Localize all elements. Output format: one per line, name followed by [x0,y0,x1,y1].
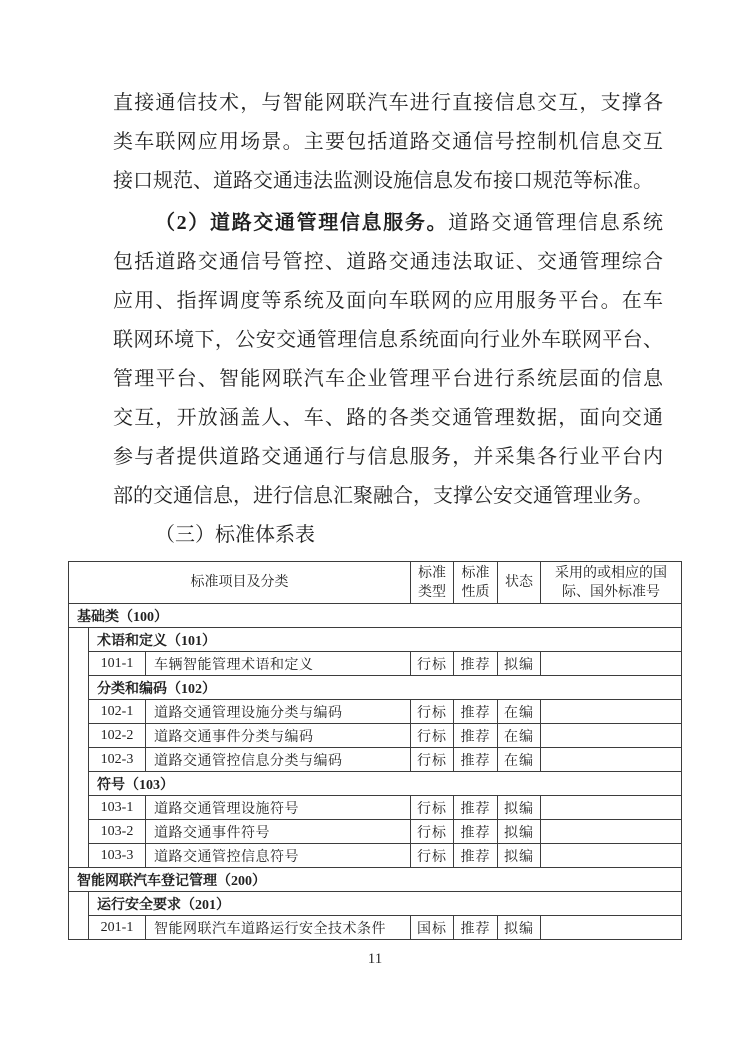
page-number: 11 [367,951,383,967]
standard-name-cell: 道路交通管理设施分类与编码 [146,700,411,724]
row-id-cell: 102-3 [89,748,146,772]
table-header-row [69,562,682,604]
standard-type-cell: 行标 [411,748,454,772]
standard-nature-cell: 推荐 [454,844,498,868]
table-section-row [69,868,682,892]
standards-table [68,561,682,940]
row-id-cell: 103-1 [89,796,146,820]
table-row [69,700,682,724]
text-line: 类车联网应用场景。主要包括道路交通信号控制机信息交互 [113,131,663,153]
status-cell: 拟编 [498,796,541,820]
status-cell: 在编 [498,748,541,772]
section-label-cell: 智能网联汽车登记管理（200） [69,868,682,892]
intl-standard-cell [541,724,682,748]
intl-standard-cell [541,916,682,940]
standards-table-body [69,604,682,940]
row-id-cell: 201-1 [89,916,146,940]
standard-name-cell: 道路交通事件分类与编码 [146,724,411,748]
column-header-status: 状态 [498,562,541,604]
standard-type-cell: 行标 [411,700,454,724]
standard-type-cell: 行标 [411,652,454,676]
standard-nature-cell: 推荐 [454,724,498,748]
table-row [69,844,682,868]
text-line: 直接通信技术，与智能网联汽车进行直接信息交互，支撑各 [113,92,663,114]
paragraph-text: 道路交通管理信息系统 [448,212,664,234]
paragraph-continuation [113,243,663,516]
row-id-cell: 102-1 [89,700,146,724]
text-line: 联网环境下，公安交通管理信息系统面向行业外车联网平台、 [113,329,663,351]
intl-standard-cell [541,748,682,772]
row-id-cell: 102-2 [89,724,146,748]
status-cell: 在编 [498,700,541,724]
subsection-label-cell: 运行安全要求（201） [89,892,682,916]
section-heading: （三）标准体系表 [155,524,315,546]
row-id-cell: 103-2 [89,820,146,844]
column-header-intl-standard: 采用的或相应的国际、国外标准号 [541,562,682,604]
table-section-row [69,604,682,628]
text-line: 接口规范、道路交通违法监测设施信息发布接口规范等标准。 [113,170,653,192]
standard-nature-cell: 推荐 [454,652,498,676]
standard-type-cell: 行标 [411,724,454,748]
standard-nature-cell: 推荐 [454,820,498,844]
section-label-cell: 基础类（100） [69,604,682,628]
status-cell: 在编 [498,724,541,748]
paragraph [113,84,663,201]
table-row [69,916,682,940]
standard-name-cell: 车辆智能管理术语和定义 [146,652,411,676]
indent-cell [69,892,89,940]
standard-type-cell: 行标 [411,796,454,820]
text-line: 管理平台、智能网联汽车企业管理平台进行系统层面的信息 [113,368,663,390]
paragraph [113,204,663,516]
standard-name-cell: 道路交通管控信息符号 [146,844,411,868]
row-id-cell: 103-3 [89,844,146,868]
subsection-label-cell: 分类和编码（102） [89,676,682,700]
column-header-item-category: 标准项目及分类 [69,562,411,604]
standard-name-cell: 智能网联汽车道路运行安全技术条件 [146,916,411,940]
intl-standard-cell [541,844,682,868]
standard-type-cell: 国标 [411,916,454,940]
table-row [69,724,682,748]
column-header-standard-type: 标准类型 [411,562,454,604]
document-body [113,84,663,555]
text-line: 参与者提供道路交通通行与信息服务，并采集各行业平台内 [113,446,663,468]
standard-nature-cell: 推荐 [454,916,498,940]
standard-name-cell: 道路交通管理设施符号 [146,796,411,820]
standard-nature-cell: 推荐 [454,700,498,724]
text-line: 交互，开放涵盖人、车、路的各类交通管理数据，面向交通 [113,407,663,429]
standard-name-cell: 道路交通事件符号 [146,820,411,844]
status-cell: 拟编 [498,652,541,676]
table-subsection-row [69,892,682,916]
table-subsection-row [69,628,682,652]
table-subsection-row [69,772,682,796]
row-id-cell: 101-1 [89,652,146,676]
intl-standard-cell [541,820,682,844]
table-row [69,796,682,820]
subsection-label-cell: 术语和定义（101） [89,628,682,652]
intl-standard-cell [541,796,682,820]
table-row [69,820,682,844]
standard-name-cell: 道路交通管控信息分类与编码 [146,748,411,772]
text-line [113,204,663,243]
table-row [69,652,682,676]
column-header-standard-nature: 标准性质 [454,562,498,604]
text-line: 应用、指挥调度等系统及面向车联网的应用服务平台。在车 [113,290,663,312]
text-line: 包括道路交通信号管控、道路交通违法取证、交通管理综合 [113,251,663,273]
standard-nature-cell: 推荐 [454,748,498,772]
status-cell: 拟编 [498,820,541,844]
table-subsection-row [69,676,682,700]
standard-nature-cell: 推荐 [454,796,498,820]
indent-cell [69,628,89,868]
standard-type-cell: 行标 [411,820,454,844]
status-cell: 拟编 [498,916,541,940]
intl-standard-cell [541,700,682,724]
table-row [69,748,682,772]
subsection-label-cell: 符号（103） [89,772,682,796]
text-line: 部的交通信息，进行信息汇聚融合，支撑公安交通管理业务。 [113,485,653,507]
paragraph-bold-lead: （2）道路交通管理信息服务。 [155,212,449,234]
standard-type-cell: 行标 [411,844,454,868]
intl-standard-cell [541,652,682,676]
status-cell: 拟编 [498,844,541,868]
